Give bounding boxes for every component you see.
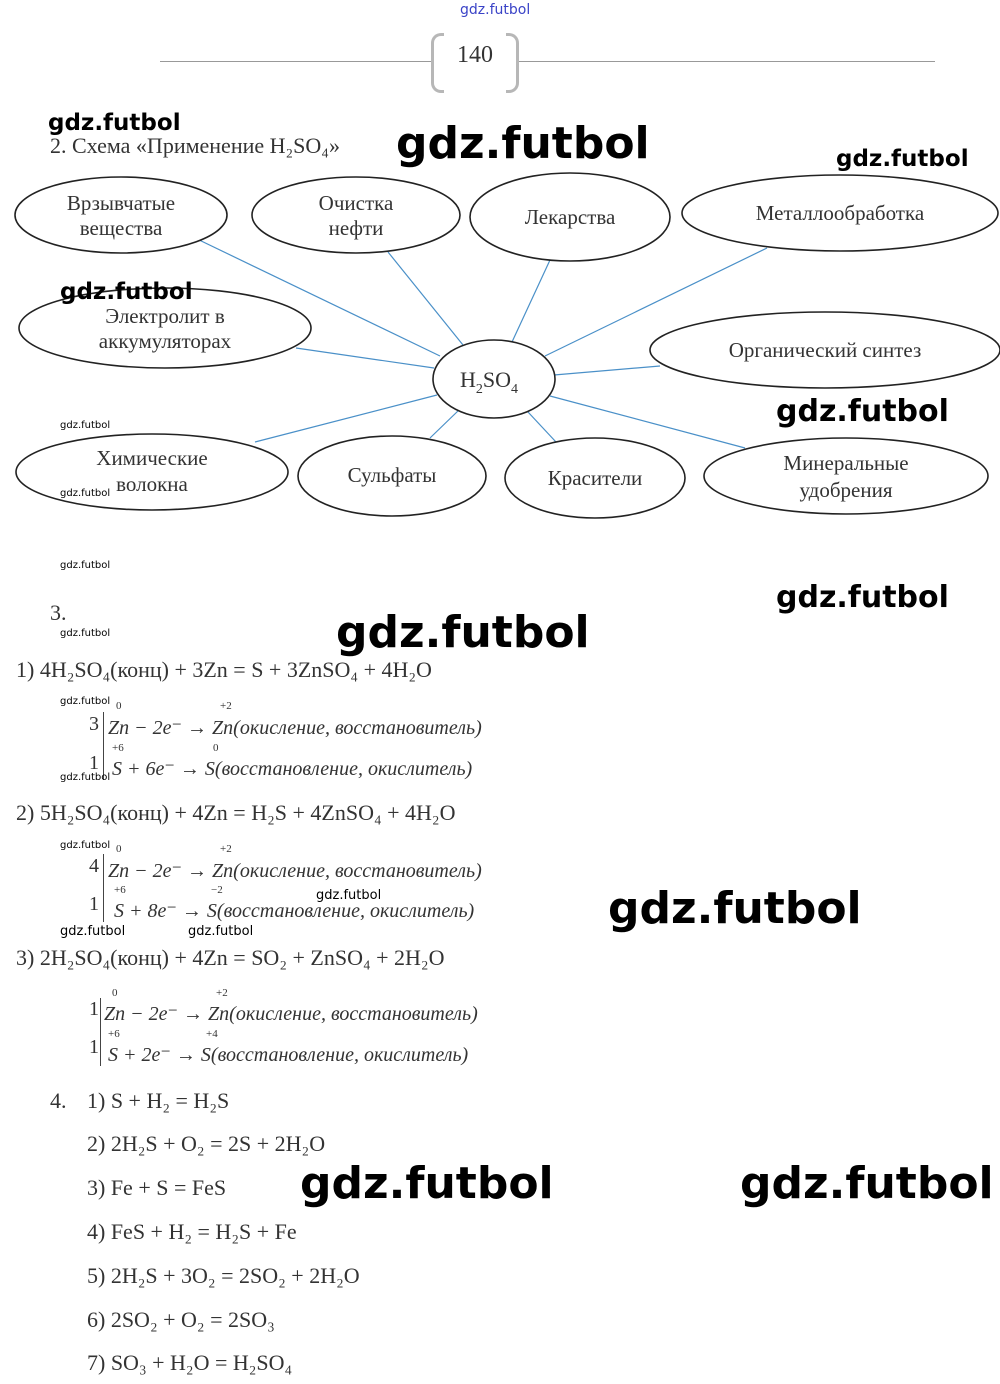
task4-equation-7: 7) SO₃ + H₂O = H₂SO₄ bbox=[87, 1350, 293, 1375]
reaction-3-balance-bar bbox=[100, 998, 101, 1066]
reaction-2-balance-bar bbox=[103, 854, 104, 922]
reaction-3-ox-zn-left: 0 bbox=[112, 987, 118, 999]
watermark: gdz.futbol bbox=[316, 888, 382, 903]
node-dyes: Красители bbox=[547, 466, 643, 490]
watermark: gdz.futbol bbox=[336, 607, 590, 658]
watermark: gdz.futbol bbox=[836, 146, 969, 172]
watermark: gdz.futbol bbox=[60, 560, 111, 571]
task4-equation-5: 5) 2H₂S + 3O₂ = 2SO₂ + 2H₂O bbox=[87, 1263, 360, 1288]
watermark: gdz.futbol bbox=[48, 110, 181, 136]
watermark-top: gdz.futbol bbox=[460, 2, 531, 18]
reaction-1-ox-zn-right: +2 bbox=[220, 700, 232, 712]
reaction-1-equation: 1) 4H₂SO₄(конц) + 3Zn = S + 3ZnSO₄ + 4H₂O bbox=[16, 657, 432, 682]
application-diagram bbox=[0, 0, 1000, 520]
watermark: gdz.futbol bbox=[60, 488, 111, 499]
reaction-3-ox-zn-right: +2 bbox=[216, 987, 228, 999]
reaction-2-ox-s-right: −2 bbox=[211, 884, 223, 896]
reaction-1-coef-s: 1 bbox=[89, 752, 99, 774]
node-fertilizers-line1: Минеральные bbox=[783, 451, 909, 475]
task4-equation-6: 6) 2SO₂ + O₂ = 2SO₃ bbox=[87, 1307, 275, 1332]
watermark: gdz.futbol bbox=[608, 883, 862, 934]
reaction-3-ox-s-right: +4 bbox=[206, 1028, 218, 1040]
reaction-3-coef-s: 1 bbox=[89, 1036, 99, 1058]
reaction-3-ox-s-left: +6 bbox=[108, 1028, 120, 1040]
reaction-1-half-s: S + 6e⁻ → S(восстановление, окислитель) bbox=[112, 758, 473, 780]
reaction-3-equation: 3) 2H₂SO₄(конц) + 4Zn = SO₂ + ZnSO₄ + 2H₂O bbox=[16, 945, 445, 970]
watermark: gdz.futbol bbox=[188, 924, 254, 939]
reaction-1-half-zn: Zn − 2e⁻ → Zn(окисление, восстановитель) bbox=[108, 717, 482, 739]
reaction-2-equation: 2) 5H₂SO₄(конц) + 4Zn = H₂S + 4ZnSO₄ + 4H₂O bbox=[16, 800, 456, 825]
task4-equation-1: 1) S + H₂ = H₂S bbox=[87, 1088, 230, 1113]
node-organic-synthesis: Органический синтез bbox=[728, 338, 922, 362]
task2-heading: 2. Схема «Применение H₂SO₄» bbox=[50, 133, 340, 158]
reaction-3-half-s: S + 2e⁻ → S(восстановление, окислитель) bbox=[108, 1044, 469, 1066]
watermark: gdz.futbol bbox=[60, 696, 111, 707]
reaction-2-ox-zn-right: +2 bbox=[220, 843, 232, 855]
watermark: gdz.futbol bbox=[60, 279, 193, 305]
watermark: gdz.futbol bbox=[396, 118, 650, 169]
node-medicines: Лекарства bbox=[524, 205, 616, 229]
watermark: gdz.futbol bbox=[300, 1158, 554, 1209]
reaction-2-ox-s-left: +6 bbox=[114, 884, 126, 896]
center-node-h2so4: $H_2SO_4$ bbox=[460, 367, 519, 397]
reaction-2-coef-s: 1 bbox=[89, 893, 99, 915]
task4-equation-2: 2) 2H₂S + O₂ = 2S + 2H₂O bbox=[87, 1131, 326, 1156]
watermark: gdz.futbol bbox=[60, 628, 111, 639]
node-explosives-line1: Врзывчатые bbox=[66, 191, 176, 215]
node-fibers-line1: Химические bbox=[96, 446, 208, 470]
reaction-2-coef-zn: 4 bbox=[89, 855, 99, 877]
watermark: gdz.futbol bbox=[60, 420, 111, 431]
watermark: gdz.futbol bbox=[60, 840, 111, 851]
reaction-2-half-s: S + 8e⁻ → S(восстановление, окислитель) bbox=[114, 900, 475, 922]
node-oil-refining-line2: нефти bbox=[328, 216, 384, 240]
reaction-2-ox-zn-left: 0 bbox=[116, 843, 122, 855]
watermark: gdz.futbol bbox=[776, 394, 949, 429]
node-fertilizers-line2: удобрения bbox=[799, 478, 893, 502]
watermark: gdz.futbol bbox=[740, 1158, 994, 1209]
reaction-1-coef-zn: 3 bbox=[89, 713, 99, 735]
node-explosives-line2: вещества bbox=[79, 216, 163, 240]
reaction-3-coef-zn: 1 bbox=[89, 998, 99, 1020]
node-sulfates: Сульфаты bbox=[347, 463, 437, 487]
reaction-1-ox-s-left: +6 bbox=[112, 742, 124, 754]
node-ellipse-fertilizers bbox=[704, 438, 988, 514]
task4-equation-4: 4) FeS + H₂ = H₂S + Fe bbox=[87, 1219, 297, 1244]
watermark: gdz.futbol bbox=[60, 924, 126, 939]
node-electrolyte-line2: аккумуляторах bbox=[98, 329, 232, 353]
page-number: 140 bbox=[457, 42, 493, 68]
reaction-1-ox-s-right: 0 bbox=[213, 742, 219, 754]
reaction-3-half-zn: Zn − 2e⁻ → Zn(окисление, восстановитель) bbox=[104, 1003, 478, 1025]
reaction-1-balance-bar bbox=[103, 712, 104, 780]
watermark: gdz.futbol bbox=[776, 580, 949, 615]
node-metalworking: Металлообработка bbox=[755, 201, 925, 225]
node-electrolyte-line1: Электролит в bbox=[105, 304, 225, 328]
node-ellipse-explosives bbox=[15, 177, 227, 253]
task4-number: 4. bbox=[50, 1088, 67, 1113]
node-fibers-line2: волокна bbox=[116, 472, 188, 496]
node-oil-refining-line1: Очистка bbox=[318, 191, 394, 215]
node-ellipse-oil-refining bbox=[252, 177, 460, 253]
watermark: gdz.futbol bbox=[60, 772, 111, 783]
reaction-1-ox-zn-left: 0 bbox=[116, 700, 122, 712]
task4-equation-3: 3) Fe + S = FeS bbox=[87, 1175, 227, 1200]
task3-number: 3. bbox=[50, 600, 67, 625]
reaction-2-half-zn: Zn − 2e⁻ → Zn(окисление, восстановитель) bbox=[108, 860, 482, 882]
